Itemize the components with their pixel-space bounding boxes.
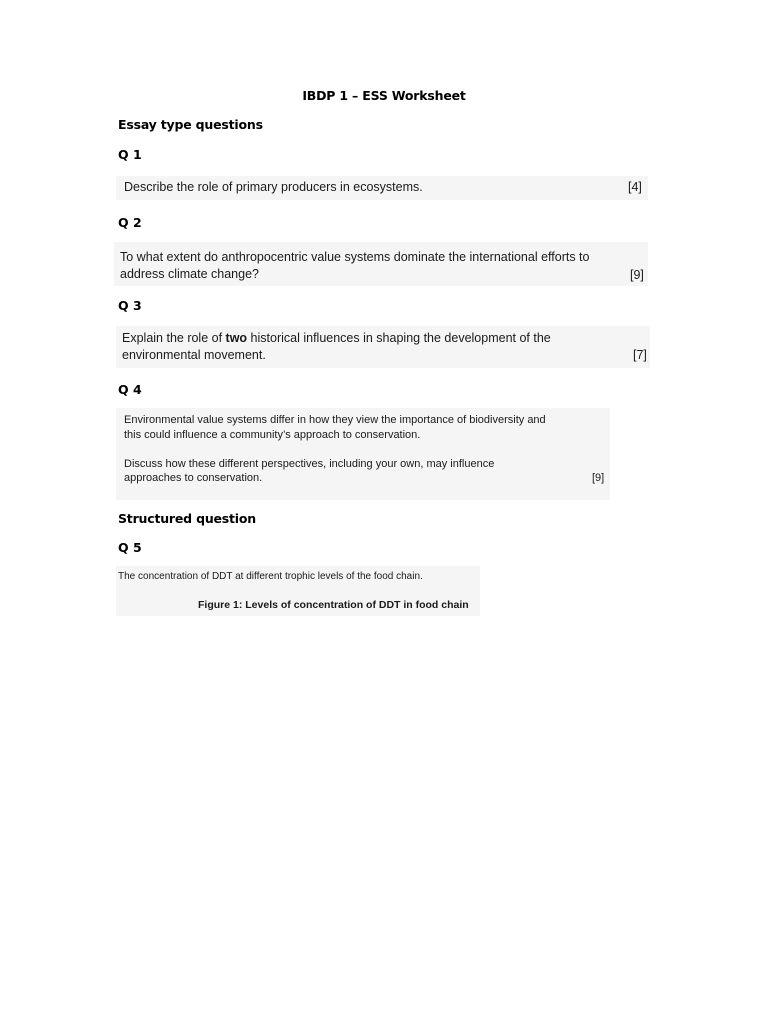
question-text: Discuss how these different perspectives, including your own, may influence <box>124 458 495 470</box>
section-heading-essay: Essay type questions <box>118 117 263 132</box>
marks-label: [9] <box>630 268 644 282</box>
question-label-q3: Q 3 <box>118 298 142 313</box>
question-text: Describe the role of primary producers in ecosystems. <box>124 180 423 194</box>
figure-caption: Figure 1: Levels of concentration of DDT in food chain <box>198 599 469 611</box>
question-box-q3 <box>116 326 650 368</box>
marks-label: [4] <box>628 180 642 194</box>
question-text: To what extent do anthropocentric value systems dominate the international efforts to <box>120 250 590 264</box>
question-text: this could influence a community’s approach to conservation. <box>124 429 421 441</box>
question-box-q2 <box>114 242 648 286</box>
question-text: environmental movement. <box>122 348 266 362</box>
question-text: Environmental value systems differ in how they view the importance of biodiversity and <box>124 414 546 426</box>
question-text <box>122 331 551 345</box>
question-box-q4 <box>116 408 610 500</box>
marks-label: [9] <box>592 472 605 484</box>
question-text-part: Explain the role of <box>122 331 226 345</box>
question-text: approaches to conservation. <box>124 472 263 484</box>
question-label-q1: Q 1 <box>118 147 142 162</box>
question-text-emphasis: two <box>225 331 248 345</box>
question-label-q4: Q 4 <box>118 382 142 397</box>
page-title: IBDP 1 – ESS Worksheet <box>302 88 466 103</box>
marks-label: [7] <box>633 348 647 362</box>
question-intro-text: The concentration of DDT at different trophic levels of the food chain. <box>118 571 423 582</box>
question-box-q5 <box>116 566 480 616</box>
question-text-part: historical influences in shaping the development of the <box>247 331 551 345</box>
question-box-q1 <box>116 176 648 200</box>
question-text: address climate change? <box>120 267 259 281</box>
section-heading-structured: Structured question <box>118 511 256 526</box>
question-label-q2: Q 2 <box>118 215 142 230</box>
question-label-q5: Q 5 <box>118 540 142 555</box>
